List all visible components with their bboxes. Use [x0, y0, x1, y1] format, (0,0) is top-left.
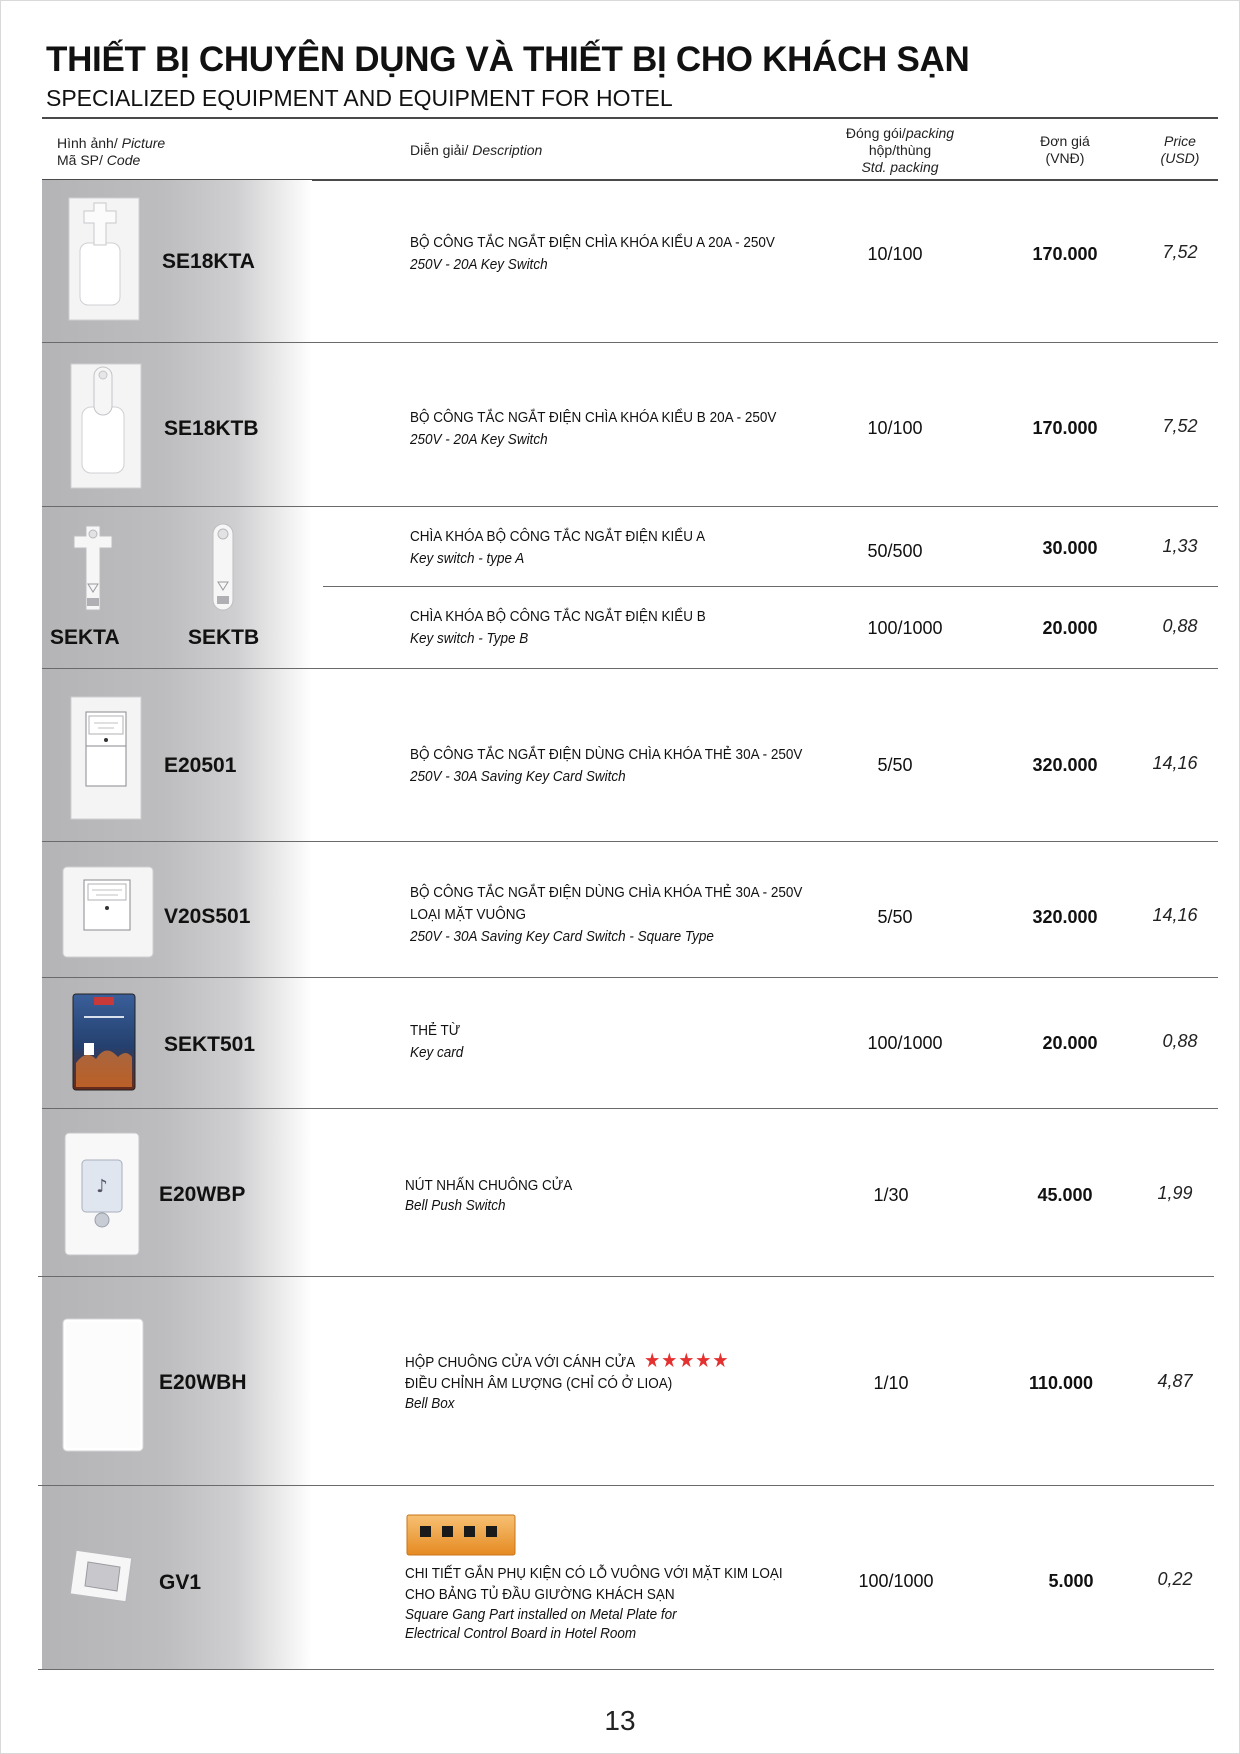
product-description: HỘP CHUÔNG CỬA VỚI CÁNH CỬA ★★★★★ ĐIỀU CHỈNH ÂM LƯỢNG (CHỈ CÓ Ở LIOA) Bell Box	[405, 1350, 730, 1412]
price-vnd: 170.000	[1032, 244, 1098, 264]
header-packing: Đóng gói/packing hộp/thùng Std. packing	[845, 125, 955, 175]
product-code: SEKT501	[164, 1033, 256, 1056]
product-code: V20S501	[164, 905, 251, 928]
price-usd: 7,52	[1162, 242, 1198, 262]
product-description: BỘ CÔNG TẮC NGẮT ĐIỆN CHÌA KHÓA KIỂU A 20A - 250V 250V - 20A Key Switch	[410, 234, 775, 273]
bell-box-image	[62, 1318, 144, 1452]
header-price-usd: Price (USD)	[1160, 133, 1200, 166]
price-vnd: 320.000	[1032, 755, 1098, 775]
packing: 100/1000	[867, 618, 943, 638]
product-description: CHI TIẾT GẮN PHỤ KIỆN CÓ LỖ VUÔNG VỚI MẶT KIM LOẠI CHO BẢNG TỦ ĐẦU GIƯỜNG KHÁCH SẠN Square Gang Part installed on Metal Plate for Electrical Control Board in Hotel Room	[405, 1565, 783, 1642]
price-usd: 4,87	[1157, 1371, 1193, 1391]
header-price-vnd: Đơn giá (VNĐ)	[1040, 133, 1090, 166]
product-description: CHÌA KHÓA BỘ CÔNG TẮC NGẮT ĐIỆN KIỂU A Key switch - type A	[410, 528, 706, 567]
price-usd: 1,99	[1157, 1183, 1193, 1203]
packing: 50/500	[867, 541, 923, 561]
price-usd: 0,88	[1162, 1031, 1198, 1051]
price-vnd: 170.000	[1032, 418, 1098, 438]
product-code: E20501	[164, 754, 237, 777]
bell-push-switch-image	[64, 1132, 140, 1256]
header-description: Diễn giải/ Description	[410, 142, 543, 158]
svg-text:♪: ♪	[96, 1176, 108, 1197]
row-divider	[323, 586, 1218, 587]
key-switch-a-image	[68, 197, 140, 321]
price-usd: 0,22	[1157, 1569, 1193, 1589]
price-vnd: 30.000	[1042, 538, 1098, 558]
square-gang-part-image	[66, 1544, 138, 1606]
key-type-a-image	[70, 522, 116, 614]
row-divider	[38, 1276, 1214, 1277]
product-code: GV1	[159, 1571, 202, 1594]
key-switch-b-image	[70, 363, 142, 489]
product-code: SE18KTB	[164, 417, 259, 440]
page-number: 13	[604, 1705, 636, 1736]
price-vnd: 5.000	[1048, 1571, 1094, 1591]
product-description: THẺ TỪ Key card	[410, 1022, 464, 1061]
product-code: E20WBH	[159, 1371, 247, 1394]
packing: 1/10	[873, 1373, 909, 1393]
price-usd: 14,16	[1152, 905, 1198, 925]
price-usd: 14,16	[1152, 753, 1198, 773]
product-description: BỘ CÔNG TẮC NGẮT ĐIỆN CHÌA KHÓA KIỂU B 20A - 250V 250V - 20A Key Switch	[410, 409, 777, 448]
row-divider	[42, 841, 1218, 842]
row-divider	[42, 668, 1218, 669]
page-subtitle: SPECIALIZED EQUIPMENT AND EQUIPMENT FOR HOTEL	[46, 85, 673, 111]
price-usd: 0,88	[1162, 616, 1198, 636]
product-code: SE18KTA	[162, 250, 255, 273]
price-vnd: 45.000	[1037, 1185, 1093, 1205]
packing: 100/1000	[858, 1571, 934, 1591]
product-description: BỘ CÔNG TẮC NGẮT ĐIỆN DÙNG CHÌA KHÓA THẺ 30A - 250V LOẠI MẶT VUÔNG 250V - 30A Saving Key Card Switch - Square Type	[410, 884, 803, 945]
price-vnd: 20.000	[1042, 618, 1098, 638]
price-vnd: 320.000	[1032, 907, 1098, 927]
price-usd: 1,33	[1162, 536, 1198, 556]
row-divider	[42, 977, 1218, 978]
gang-plate-image	[406, 1514, 516, 1556]
product-description: NÚT NHẤN CHUÔNG CỬA Bell Push Switch	[405, 1177, 573, 1214]
product-description: BỘ CÔNG TẮC NGẮT ĐIỆN DÙNG CHÌA KHÓA THẺ 30A - 250V 250V - 30A Saving Key Card Switch	[410, 746, 803, 785]
packing: 5/50	[877, 907, 913, 927]
price-vnd: 110.000	[1028, 1373, 1094, 1393]
header-top-rule	[42, 117, 1218, 119]
key-type-b-image	[208, 522, 238, 614]
key-card-image	[72, 993, 136, 1091]
packing: 1/30	[873, 1185, 909, 1205]
row-divider	[38, 1485, 1214, 1486]
product-code: SEKTA	[50, 626, 120, 649]
row-divider	[38, 1669, 1214, 1670]
packing: 5/50	[877, 755, 913, 775]
rating-stars: ★★★★★	[644, 1350, 730, 1372]
key-card-switch-image	[70, 696, 142, 820]
product-code: E20WBP	[159, 1183, 246, 1206]
product-description: CHÌA KHÓA BỘ CÔNG TẮC NGẮT ĐIỆN KIỂU B Key switch - Type B	[410, 608, 706, 647]
square-key-card-switch-image	[62, 866, 154, 958]
product-code: SEKTB	[188, 626, 260, 649]
row-divider	[42, 506, 1218, 507]
row-divider	[42, 342, 1218, 343]
header-picture-code: Hình ảnh/ Picture Mã SP/ Code	[57, 135, 166, 168]
row-divider	[42, 1108, 1218, 1109]
page-title: THIẾT BỊ CHUYÊN DỤNG VÀ THIẾT BỊ CHO KHÁCH SẠN	[46, 40, 970, 79]
packing: 10/100	[867, 244, 923, 264]
price-vnd: 20.000	[1042, 1033, 1098, 1053]
packing: 10/100	[867, 418, 923, 438]
price-usd: 7,52	[1162, 416, 1198, 436]
packing: 100/1000	[867, 1033, 943, 1053]
